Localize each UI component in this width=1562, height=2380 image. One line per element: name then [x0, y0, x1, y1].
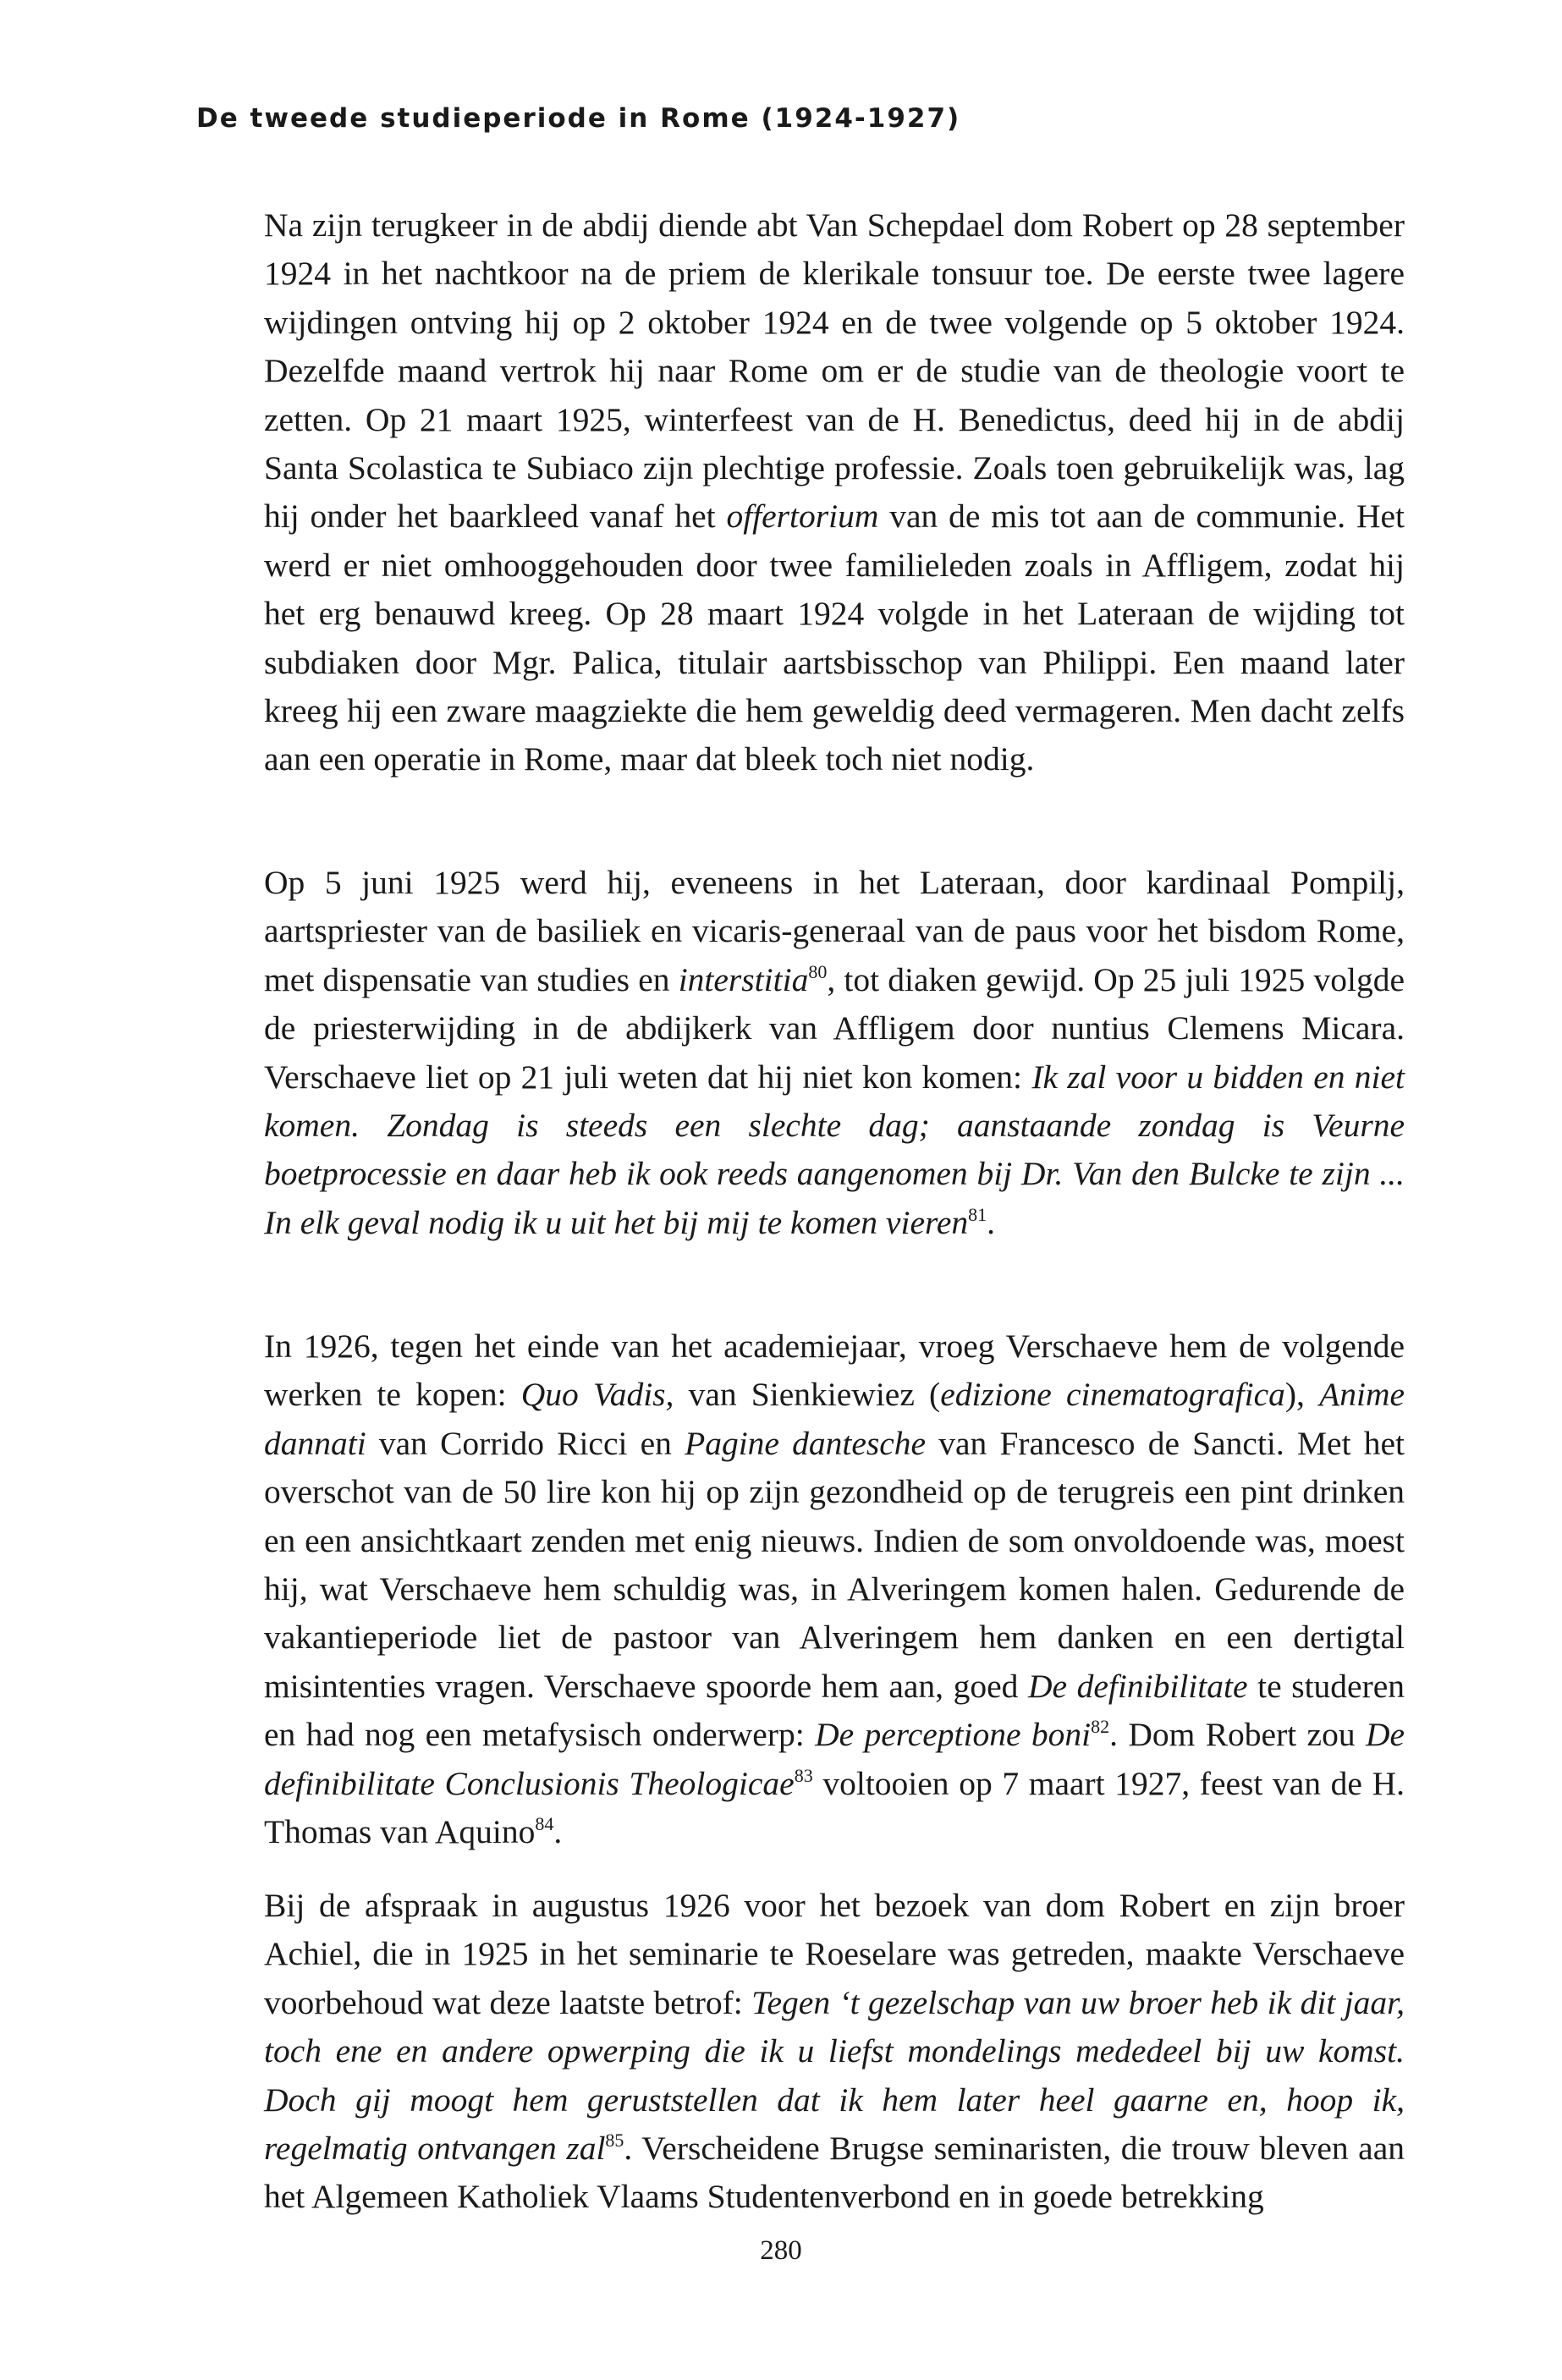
paragraph-4-text-a: Bij de afspraak in augustus 1926 voor het bezoek van dom Robert en zijn broer Achiel, die in 1925 in het seminarie te Roeselare was getreden, maakte Verschaeve voorbehoud wat deze laatste betrof:	[264, 1887, 1405, 2021]
footnote-ref-83: 83	[794, 1764, 813, 1786]
paragraph-4	[264, 1882, 1405, 2222]
paragraph-3-text-m: . Dom Robert zou	[1109, 1716, 1366, 1754]
paragraph-3-italic-pagine-dantesche: Pagine dantesche	[685, 1424, 927, 1462]
paragraph-2	[264, 859, 1405, 1247]
footnote-ref-82: 82	[1091, 1716, 1110, 1738]
paragraph-3-text-g: van Corrido Ricci en	[366, 1424, 685, 1462]
paragraph-4-text-c: . Verscheidene Brugse seminaristen, die trouw bleven aan het Algemeen Katholiek Vlaams Studentenverbond en in goede betrekking	[264, 2130, 1405, 2216]
paragraph-3	[264, 1322, 1405, 1856]
paragraph-4-italic-quote: Tegen ‘t gezelschap van uw broer heb ik dit jaar, toch ene en andere opwerping die ik u liefst mondelings mededeel bij uw komst. Doch gij moogt hem geruststellen dat ik hem later heel gaarne en, hoop ik, regelmatig ontvangen zal	[264, 1983, 1405, 2168]
footnote-ref-84: 84	[535, 1813, 554, 1835]
paragraph-1	[264, 201, 1405, 784]
paragraph-3-text-o: voltooien op 7 maart 1927, feest van de H. Thomas van Aquino	[264, 1764, 1405, 1851]
paragraph-1-text-c: van de mis tot aan de communie. Het werd er niet omhooggehouden door twee familieleden zoals in Affligem, zodat hij het erg benauwd kreeg. Op 28 maart 1924 volgde in het Lateraan de wijding tot subdiaken door Mgr. Palica, titulair aartsbisschop van Philippi. Een maand later kreeg hij een zware maagziekte die hem geweldig deed vermageren. Men dacht zelfs aan een operatie in Rome, maar dat bleek toch niet nodig.	[264, 497, 1405, 778]
paragraph-2-text-a: Op 5 juni 1925 werd hij, eveneens in het Lateraan, door kardinaal Pompilj, aartspriester van de basiliek en vicaris-generaal van de paus voor het bisdom Rome, met dispensatie van studies en	[264, 864, 1405, 998]
footnote-ref-85: 85	[605, 2130, 624, 2152]
paragraph-2-italic-interstitia: interstitia	[678, 960, 809, 998]
footnote-ref-80: 80	[808, 960, 828, 982]
paragraph-2-text-c: , tot diaken gewijd. Op 25 juli 1925 volgde de priesterwijding in de abdijkerk van Affligem door nuntius Clemens Micara. Verschaeve liet op 21 juli weten dat hij niet kon komen:	[264, 960, 1405, 1096]
paragraph-3-text-i: van Francesco de Sancti. Met het overschot van de 50 lire kon hij op zijn gezondheid op de terugreis een pint drinken en een ansichtkaart zenden met enig nieuws. Indien de som onvoldoende was, moest hij, wat Verschaeve hem schuldig was, in Alveringem komen halen. Gedurende de vakantieperiode liet de pastoor van Alveringem hem danken en een dertigtal misintenties vragen. Verschaeve spoorde hem aan, goed	[264, 1424, 1405, 1705]
paragraph-3-italic-de-definibilitate: De definibilitate	[1028, 1667, 1248, 1705]
paragraph-1-italic-offertorium: offertorium	[726, 497, 879, 536]
paragraph-3-text-c: van Sienkiewiez (	[674, 1376, 941, 1414]
paragraph-3-text-p: .	[553, 1813, 563, 1851]
paragraph-3-text-k: te studeren en had nog een metafysisch onderwerp:	[264, 1667, 1405, 1754]
paragraph-3-italic-de-perceptione-boni: De perceptione boni	[815, 1716, 1092, 1754]
paragraph-2-italic-quote: Ik zal voor u bidden en niet komen. Zondag is steeds een slechte dag; aanstaande zondag is Veurne boetprocessie en daar heb ik ook reeds aangenomen bij Dr. Van den Bulcke te zijn ... In elk geval nodig ik u uit het bij mij te komen vieren	[264, 1058, 1405, 1241]
paragraph-3-italic-conclusionis: De definibilitate Conclusionis Theologicae	[264, 1716, 1405, 1802]
paragraph-2-text-e: .	[987, 1203, 996, 1241]
footnote-ref-81: 81	[968, 1203, 987, 1225]
paragraph-3-text-e: ),	[1284, 1376, 1320, 1414]
paragraph-3-italic-anime-dannati: Anime dannati	[264, 1376, 1405, 1462]
paragraph-1-text-a: Na zijn terugkeer in de abdij diende abt Van Schepdael dom Robert op 28 september 1924 in het nachtkoor na de priem de klerikale tonsuur toe. De eerste twee lagere wijdingen ontving hij op 2 oktober 1924 en de twee volgende op 5 oktober 1924. Dezelfde maand vertrok hij naar Rome om er de studie van de theologie voort te zetten. Op 21 maart 1925, winterfeest van de H. Benedictus, deed hij in de abdij Santa Scolastica te Subiaco zijn plechtige professie. Zoals toen gebruikelijk was, lag hij onder het baarkleed vanaf het	[264, 206, 1405, 536]
paragraph-3-italic-edizione: edizione cinematografica	[940, 1376, 1285, 1414]
page-number: 280	[760, 2235, 802, 2266]
paragraph-3-text-a: In 1926, tegen het einde van het academiejaar, vroeg Verschaeve hem de volgende werken te kopen:	[264, 1327, 1405, 1414]
section-heading: De tweede studieperiode in Rome (1924-1927)	[196, 103, 961, 134]
paragraph-3-italic-quo-vadis: Quo Vadis,	[520, 1376, 674, 1414]
